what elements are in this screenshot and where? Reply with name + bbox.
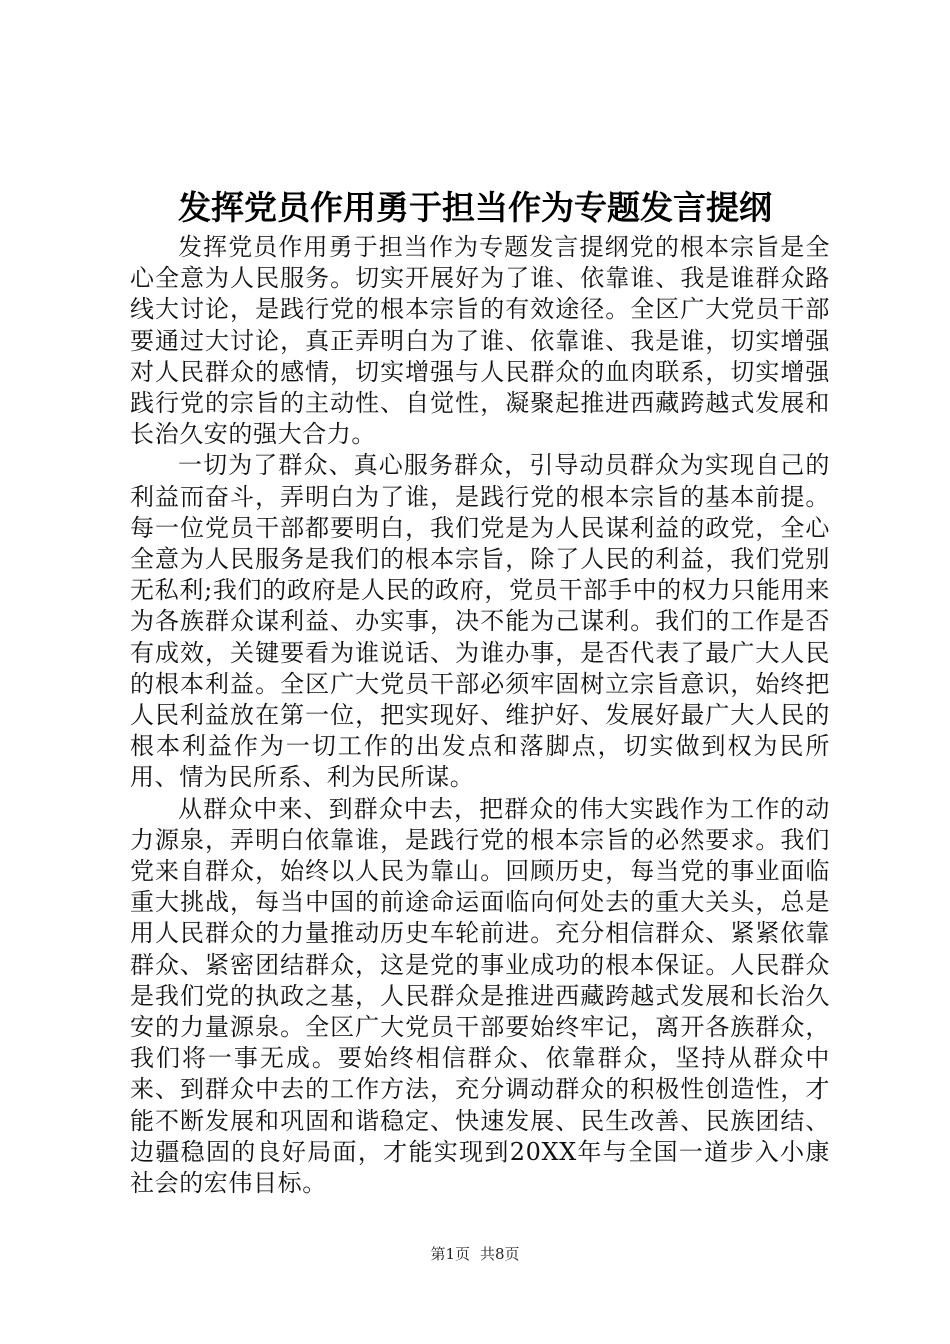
document-title: 发挥党员作用勇于担当作为专题发言提纲 xyxy=(178,188,772,227)
document-body xyxy=(130,232,830,1199)
page-total: 共8页 xyxy=(480,1245,520,1263)
paragraph: 从群众中来、到群众中去，把群众的伟大实践作为工作的动力源泉，弄明白依靠谁，是践行党的根本宗旨的必然要求。我们党来自群众，始终以人民为靠山。回顾历史，每当党的事业面临重大挑战，每当中国的前途命运面临向何处去的重大关头，总是用人民群众的力量推动历史车轮前进。充分相信群众、紧紧依靠群众、紧密团结群众，这是党的事业成功的根本保证。人民群众是我们党的执政之基，人民群众是推进西藏跨越式发展和长治久安的力量源泉。全区广大党员干部要始终牢记，离开各族群众，我们将一事无成。要始终相信群众、依靠群众，坚持从群众中来、到群众中去的工作方法，充分调动群众的积极性创造性，才能不断发展和巩固和谐稳定、快速发展、民生改善、民族团结、边疆稳固的良好局面，才能实现到20XX年与全国一道步入小康社会的宏伟目标。 xyxy=(130,794,830,1198)
page-footer xyxy=(0,1244,950,1264)
page-number: 第1页 xyxy=(430,1245,470,1263)
paragraph: 一切为了群众、真心服务群众，引导动员群众为实现自己的利益而奋斗，弄明白为了谁，是践行党的根本宗旨的基本前提。每一位党员干部都要明白，我们党是为人民谋利益的政党，全心全意为人民服务是我们的根本宗旨，除了人民的利益，我们党别无私利;我们的政府是人民的政府，党员干部手中的权力只能用来为各族群众谋利益、办实事，决不能为己谋利。我们的工作是否有成效，关键要看为谁说话、为谁办事，是否代表了最广大人民的根本利益。全区广大党员干部必须牢固树立宗旨意识，始终把人民利益放在第一位，把实现好、维护好、发展好最广大人民的根本利益作为一切工作的出发点和落脚点，切实做到权为民所用、情为民所系、利为民所谋。 xyxy=(130,451,830,792)
paragraph: 发挥党员作用勇于担当作为专题发言提纲党的根本宗旨是全心全意为人民服务。切实开展好为了谁、依靠谁、我是谁群众路线大讨论，是践行党的根本宗旨的有效途径。全区广大党员干部要通过大讨论，真正弄明白为了谁、依靠谁、我是谁，切实增强对人民群众的感情，切实增强与人民群众的血肉联系，切实增强践行党的宗旨的主动性、自觉性，凝聚起推进西藏跨越式发展和长治久安的强大合力。 xyxy=(130,233,830,449)
